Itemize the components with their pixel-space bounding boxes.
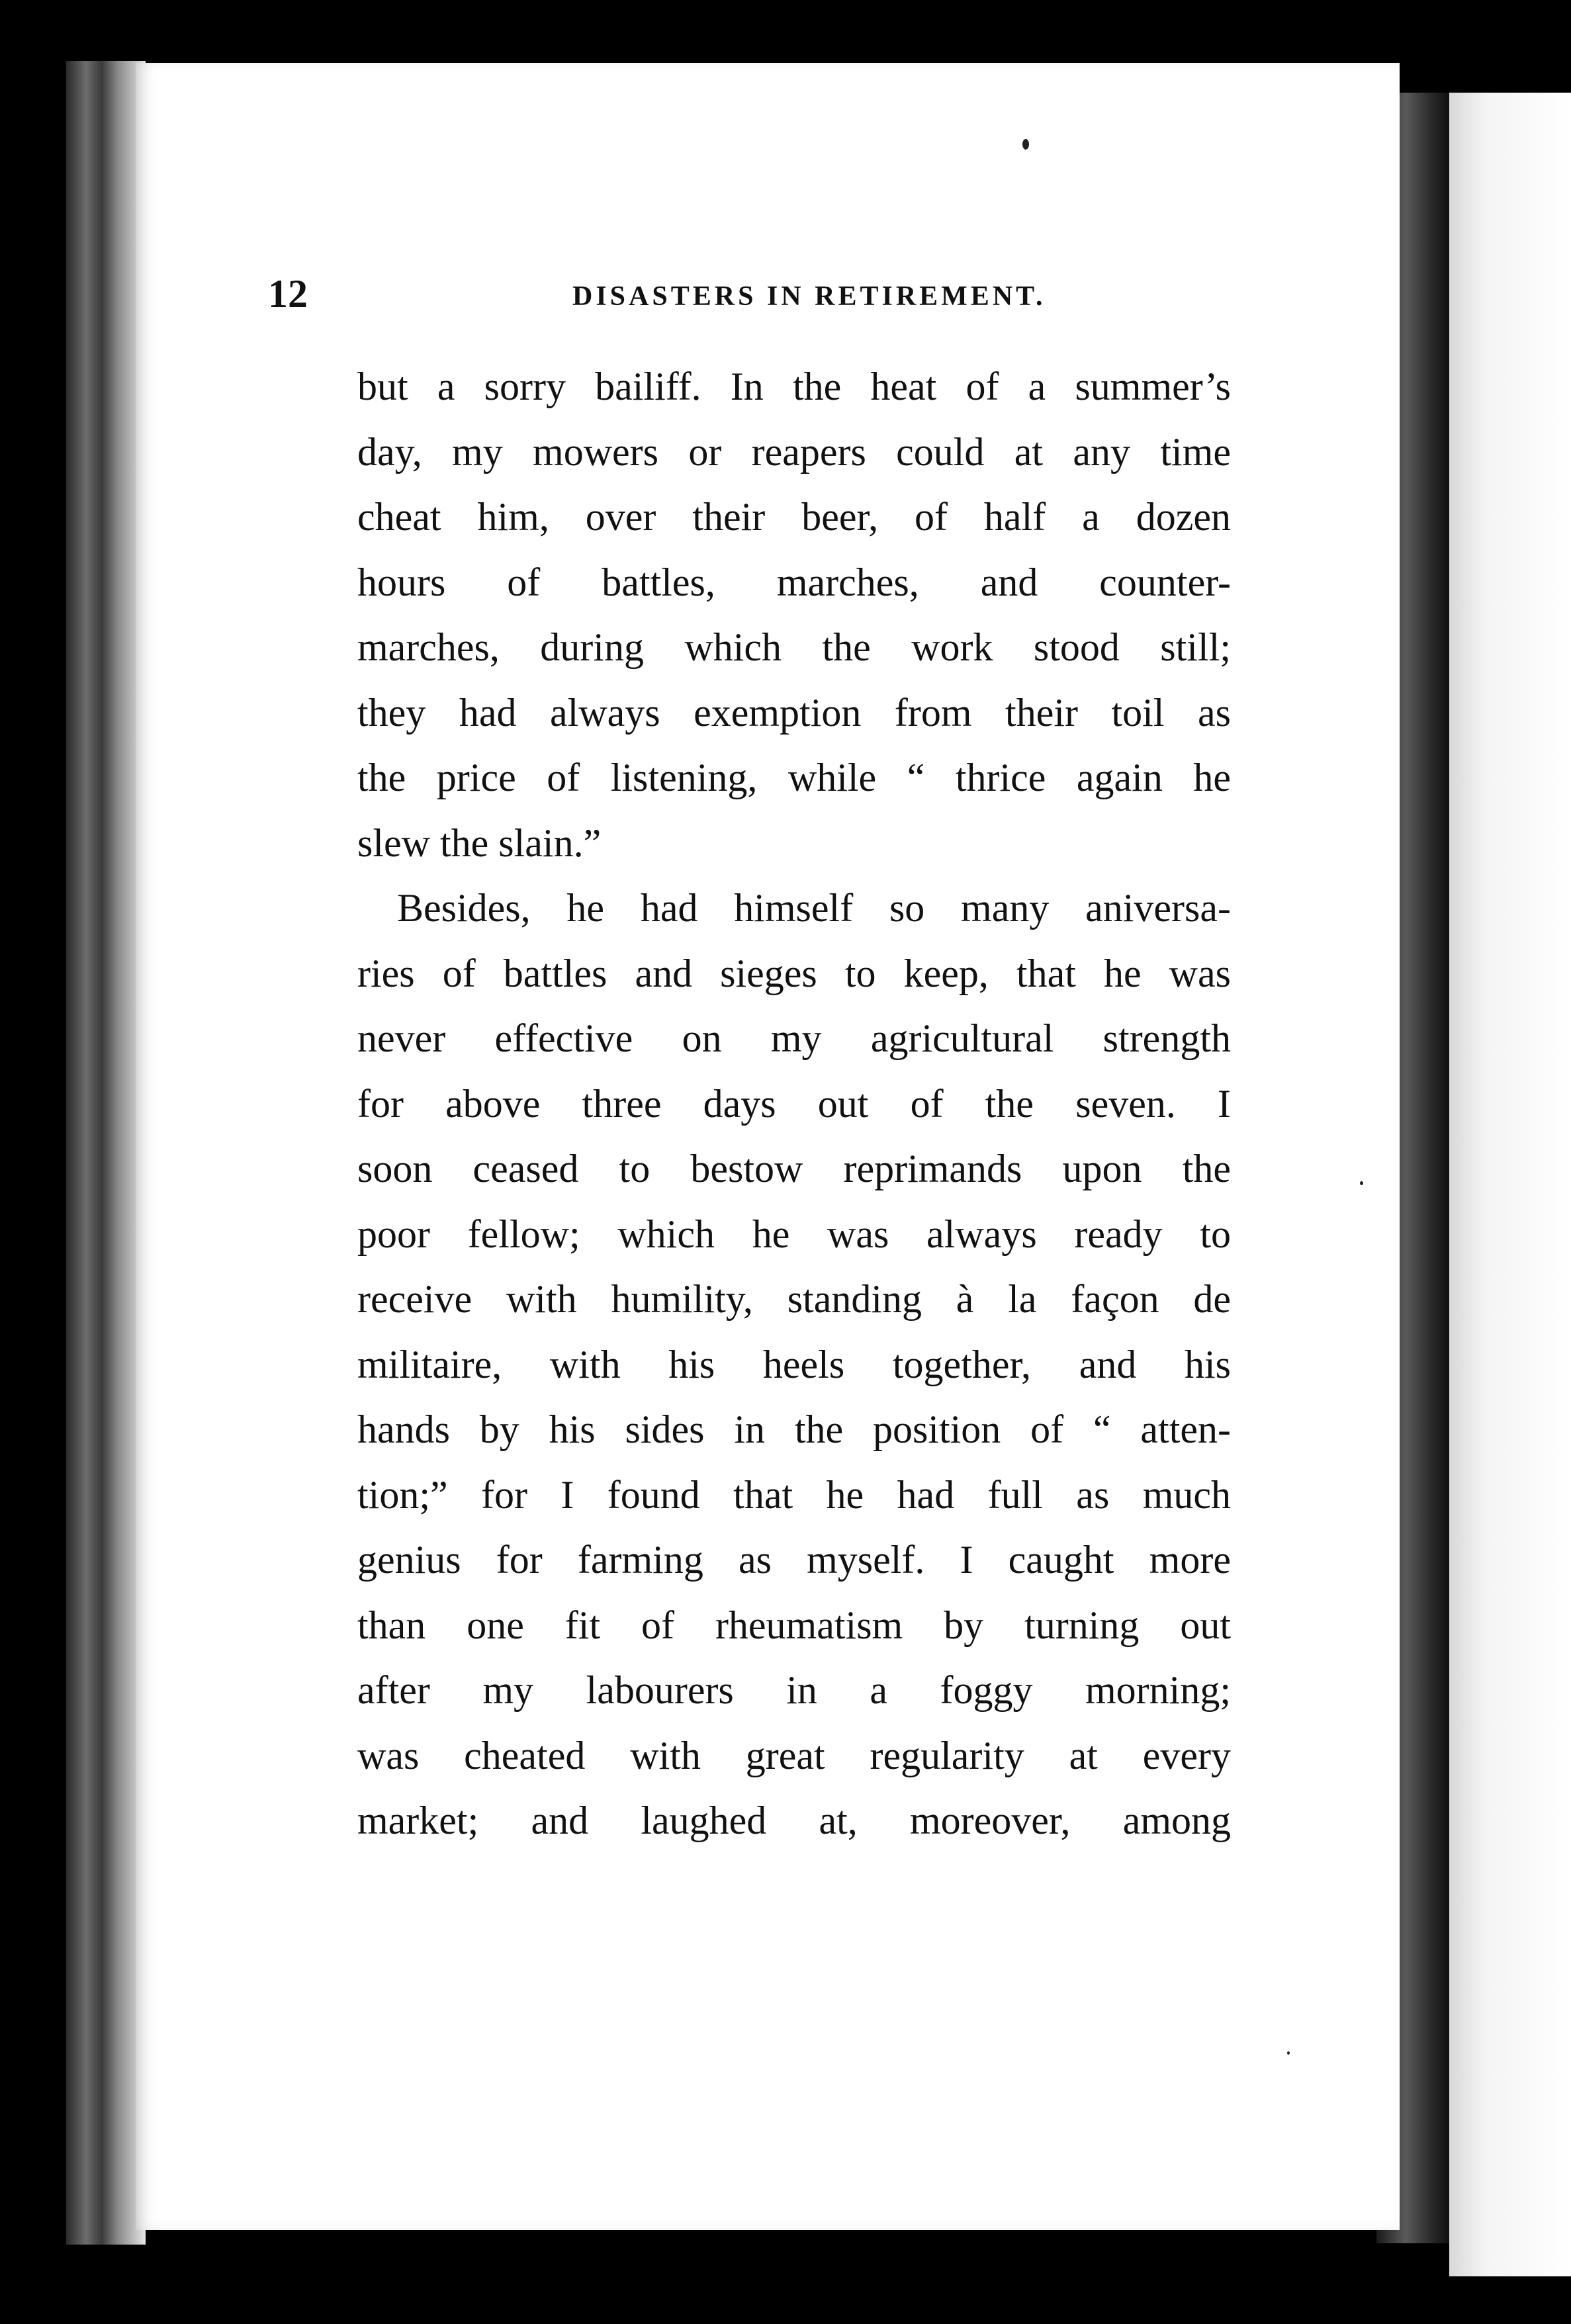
text-line: for above three days out of the seven. I — [357, 1081, 1231, 1126]
text-line: ries of battles and sieges to keep, that he was — [357, 951, 1231, 995]
page-stack-edge — [66, 61, 146, 2245]
text-line: Besides, he had himself so many aniversa- — [397, 886, 1231, 930]
text-line: than one fit of rheumatism by turning out — [357, 1603, 1231, 1647]
text-line: militaire, with his heels together, and his — [357, 1342, 1231, 1386]
adjacent-page-edge — [1449, 93, 1571, 2276]
text-line: but a sorry bailiff. In the heat of a summer’s — [357, 365, 1231, 408]
text-line: cheat him, over their beer, of half a dozen — [357, 495, 1231, 539]
text-line: never effective on my agricultural strength — [357, 1016, 1231, 1060]
text-line: market; and laughed at, moreover, among — [357, 1799, 1231, 1842]
ink-speck — [1287, 2051, 1290, 2055]
text-line: tion;” for I found that he had full as much — [357, 1472, 1231, 1517]
text-line: marches, during which the work stood still; — [357, 625, 1231, 669]
text-line: genius for farming as myself. I caught more — [357, 1538, 1231, 1582]
text-line: after my labourers in a foggy morning; — [357, 1668, 1231, 1712]
text-line: slew the slain.” — [357, 821, 602, 865]
text-line: hands by his sides in the position of “ atten- — [357, 1408, 1231, 1451]
text-line: day, my mowers or reapers could at any time — [357, 429, 1231, 474]
text-line: was cheated with great regularity at every — [357, 1733, 1231, 1777]
running-head: DISASTERS IN RETIREMENT. — [572, 281, 1046, 312]
text-line: they had always exemption from their toil as — [357, 690, 1231, 735]
text-line: soon ceased to bestow reprimands upon the — [357, 1147, 1231, 1190]
text-line: receive with humility, standing à la façon de — [357, 1277, 1231, 1321]
text-line: the price of listening, while “ thrice again he — [357, 756, 1231, 799]
body-text — [357, 354, 1231, 1854]
page-header — [268, 271, 1089, 337]
ink-speck — [1022, 139, 1029, 150]
text-line: hours of battles, marches, and counter- — [357, 560, 1231, 604]
ink-speck — [1360, 1181, 1363, 1185]
page-number: 12 — [268, 272, 308, 316]
text-line: poor fellow; which he was always ready to — [357, 1212, 1231, 1256]
